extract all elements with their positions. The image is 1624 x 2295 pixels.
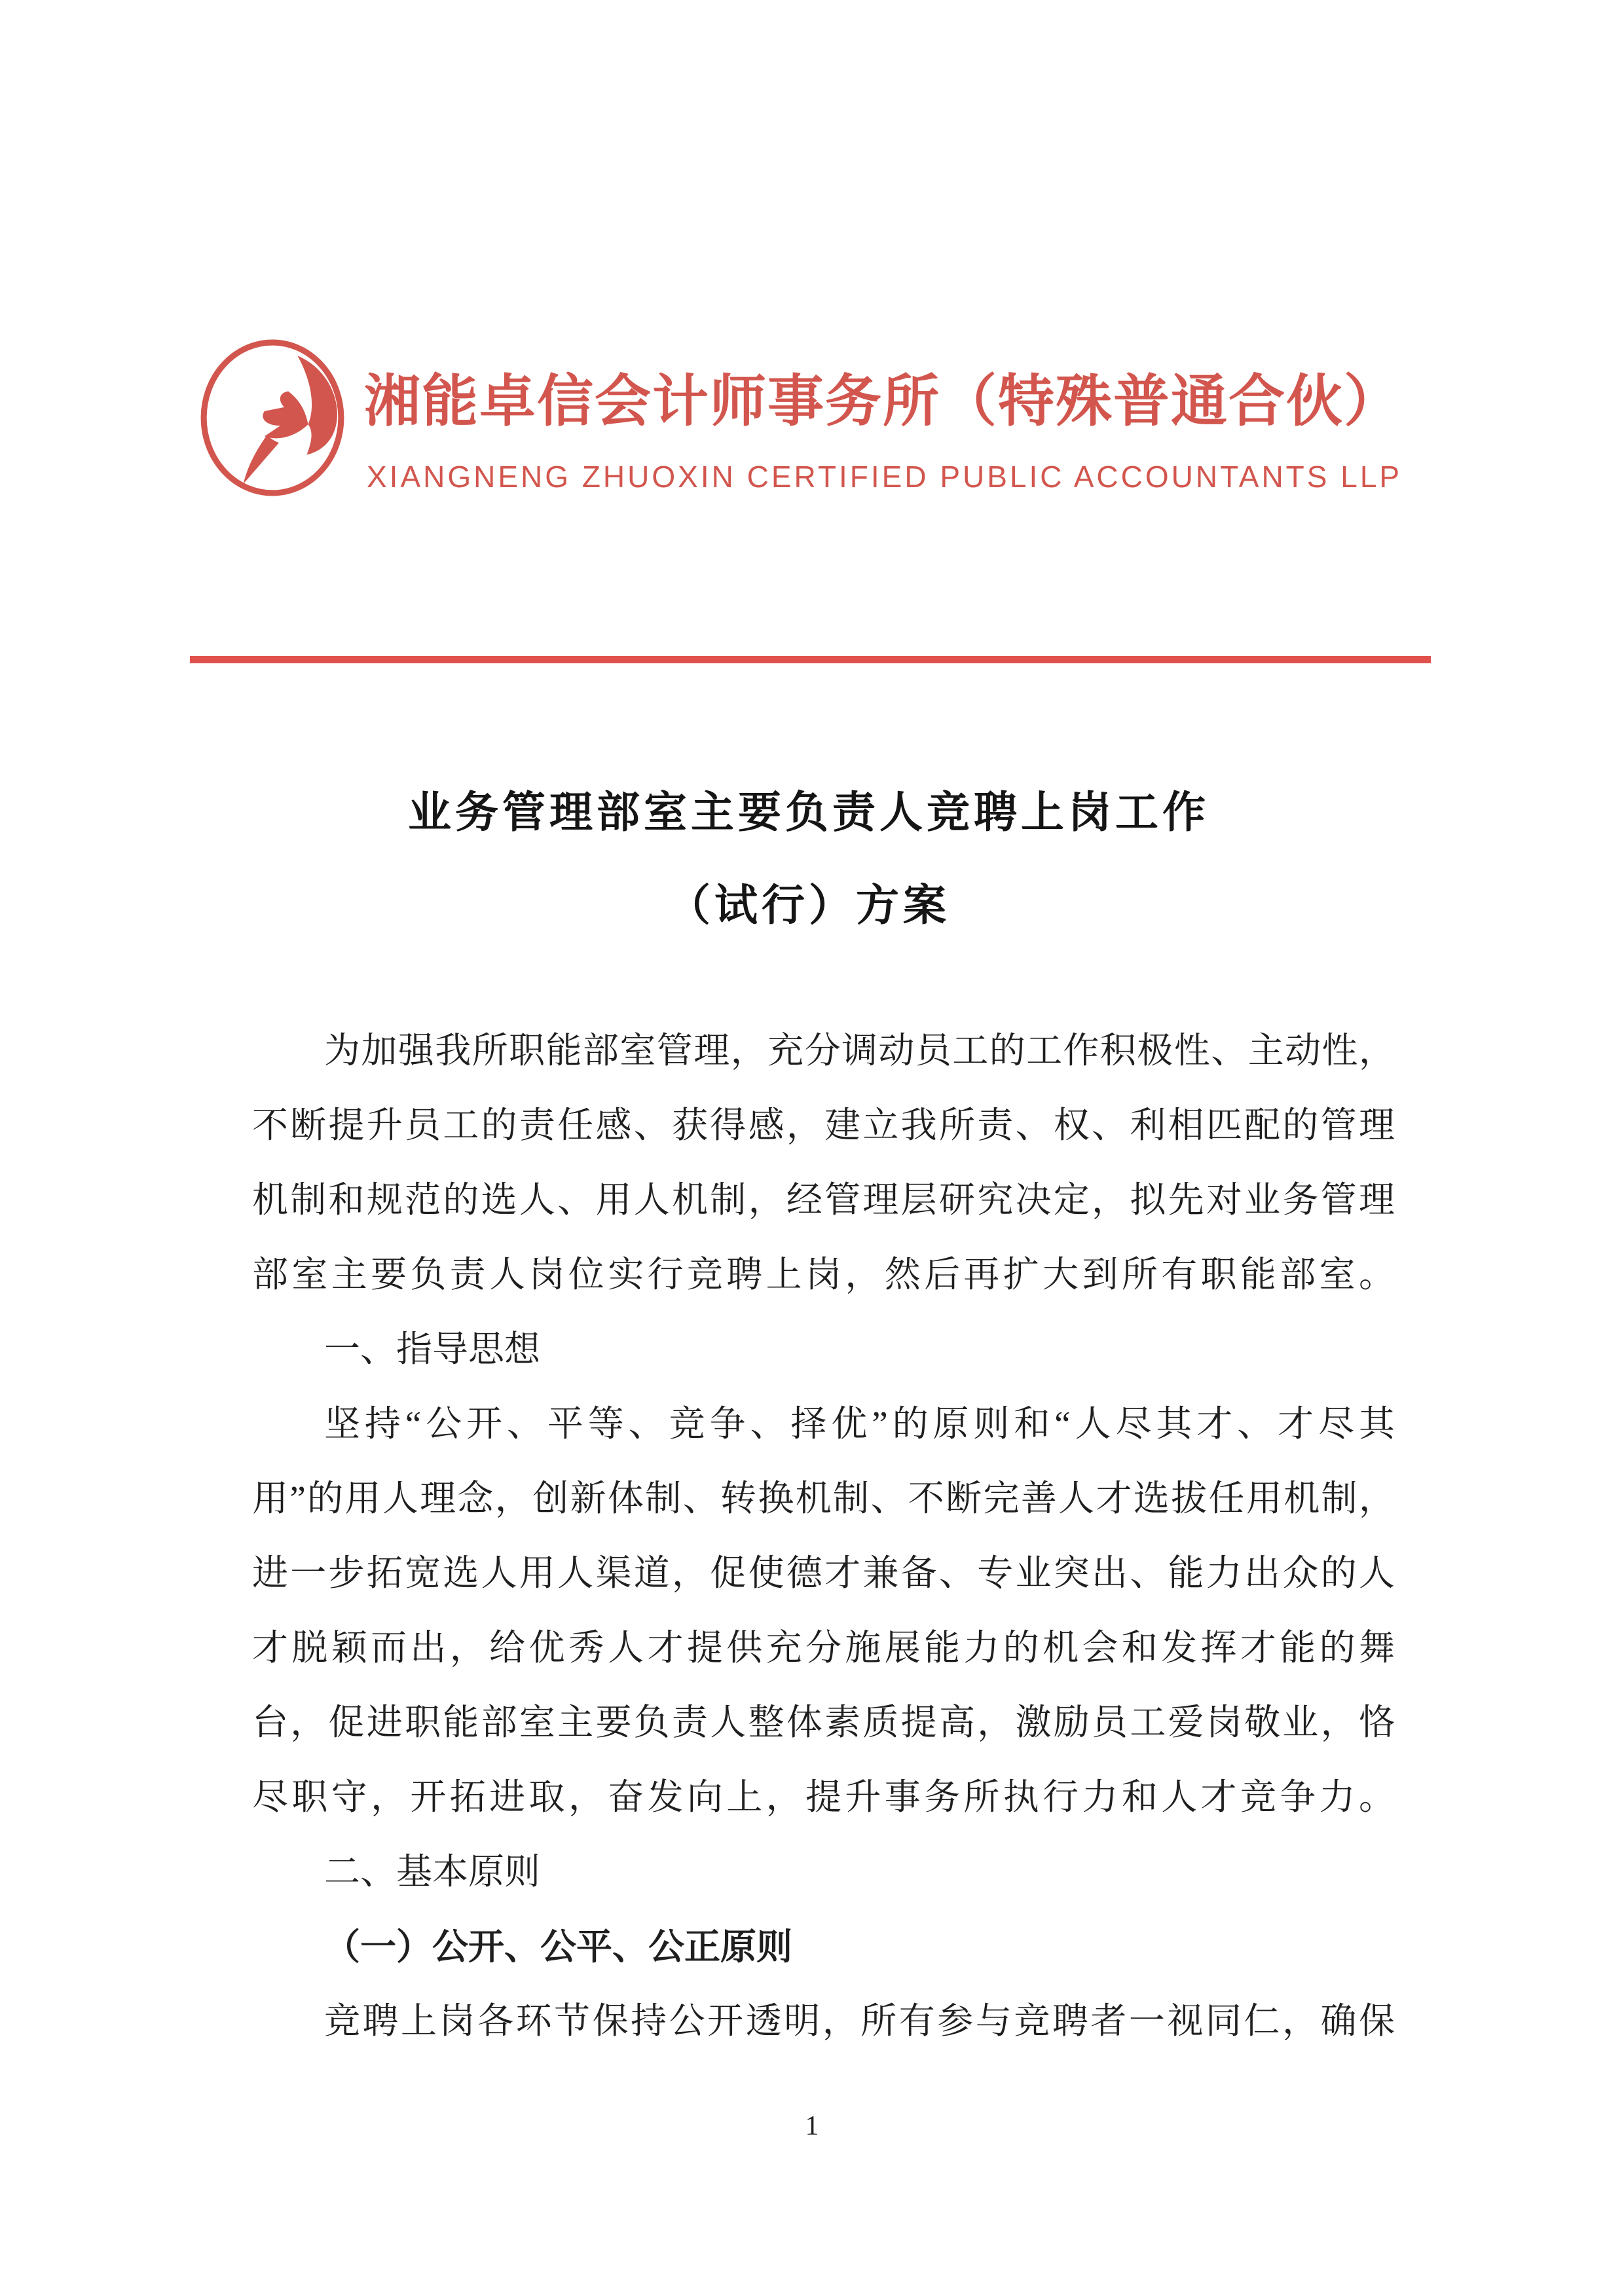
body-line: 进一步拓宽选人用人渠道，促使德才兼备、专业突出、能力出众的人 [252, 1553, 1395, 1593]
company-name-en: XIANGNENG ZHUOXIN CERTIFIED PUBLIC ACCOUNTANTS LLP [367, 460, 1403, 494]
page-number: 1 [805, 2111, 819, 2141]
subsection-heading: （一）公开、公平、公正原则 [324, 1926, 793, 1968]
body-line: 才脱颖而出，给优秀人才提供充分施展能力的机会和发挥才能的舞 [252, 1628, 1395, 1668]
document-title-line2: （试行）方案 [667, 880, 950, 930]
header-divider [190, 656, 1431, 663]
company-name-zh: 湘能卓信会计师事务所（特殊普通合伙） [364, 369, 1401, 434]
section-heading: 一、指导思想 [324, 1329, 541, 1369]
section-heading: 二、基本原则 [324, 1852, 541, 1892]
body-line: 用”的用人理念，创新体制、转换机制、不断完善人才选拔任用机制， [252, 1478, 1395, 1518]
body-line: 不断提升员工的责任感、获得感，建立我所责、权、利相匹配的管理 [252, 1105, 1395, 1145]
body-line: 部室主要负责人岗位实行竞聘上岗，然后再扩大到所有职能部室。 [252, 1255, 1395, 1294]
body-line: 机制和规范的选人、用人机制，经管理层研究决定，拟先对业务管理 [252, 1180, 1395, 1220]
body-line: 台，促进职能部室主要负责人整体素质提高，激励员工爱岗敬业，恪 [252, 1702, 1395, 1742]
company-logo-icon [198, 337, 346, 498]
body-line: 坚持“公开、平等、竞争、择优”的原则和“人尽其才、才尽其 [324, 1404, 1395, 1444]
document-body [252, 1014, 1395, 2059]
body-line: 为加强我所职能部室管理，充分调动员工的工作积极性、主动性， [324, 1031, 1395, 1071]
body-line: 尽职守，开拓进取，奋发向上，提升事务所执行力和人才竞争力。 [252, 1777, 1395, 1817]
document-title-line1: 业务管理部室主要负责人竞聘上岗工作 [408, 787, 1209, 837]
body-line: 竞聘上岗各环节保持公开透明，所有参与竞聘者一视同仁，确保 [324, 2001, 1395, 2041]
